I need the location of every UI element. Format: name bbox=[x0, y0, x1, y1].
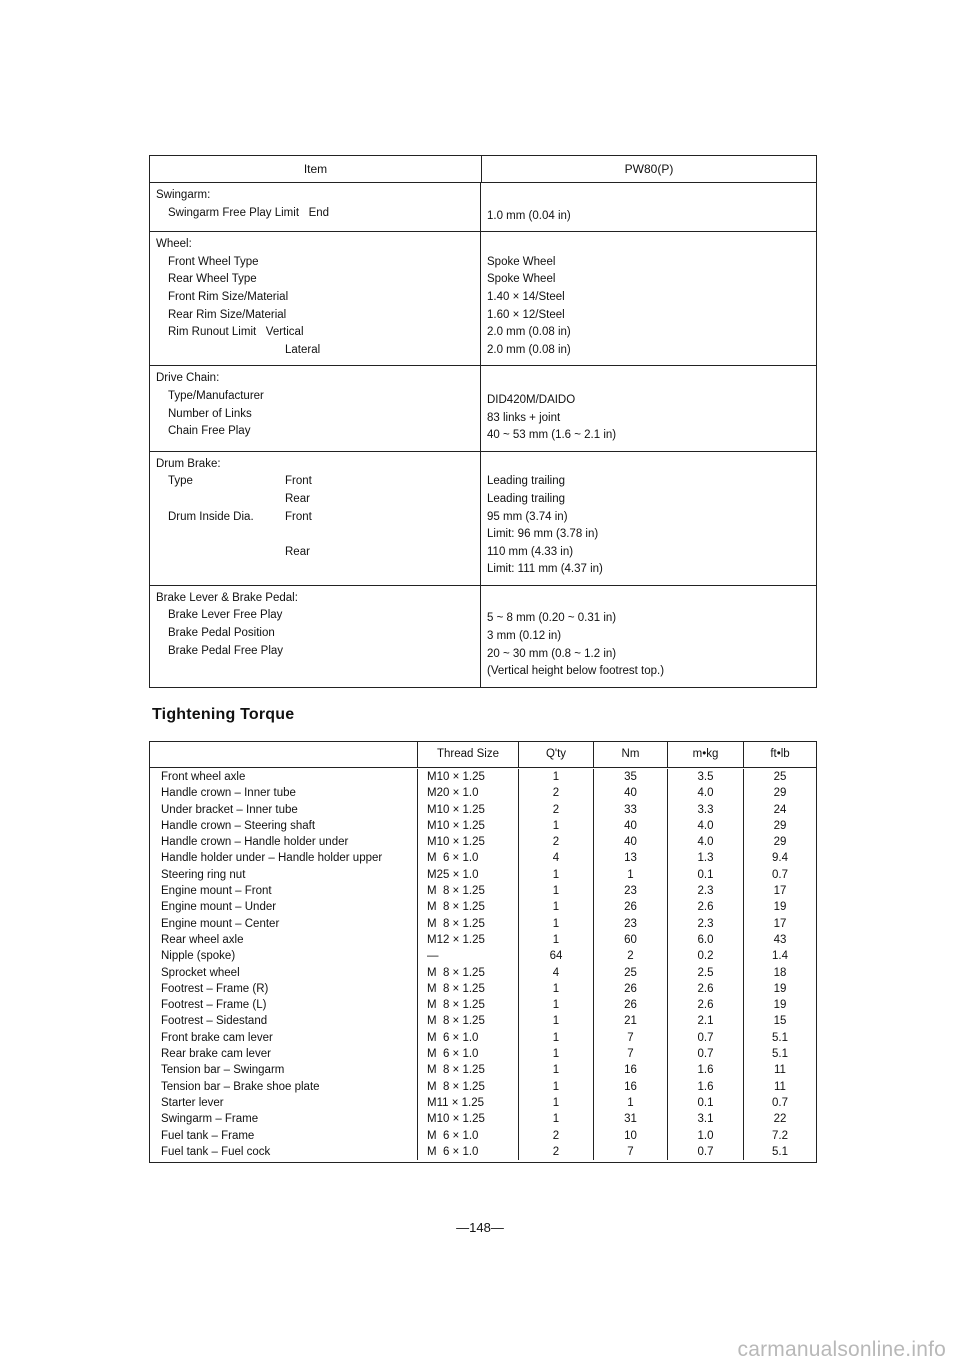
spec-label: Brake Pedal Free Play bbox=[168, 644, 284, 657]
torque-mkg-cell: 1.0 bbox=[668, 1128, 744, 1144]
table-row bbox=[150, 1030, 816, 1046]
torque-ftlb-cell: 0.7 bbox=[772, 868, 788, 881]
torque-nm-cell: 33 bbox=[594, 802, 668, 818]
spec-value: 1.40 × 14/Steel bbox=[487, 290, 565, 303]
torque-ftlb-cell: 5.1 bbox=[772, 1031, 788, 1044]
torque-mkg-cell: 4.0 bbox=[668, 785, 744, 801]
table-row bbox=[150, 818, 816, 834]
torque-ftlb-cell: 7.2 bbox=[772, 1129, 788, 1142]
quantity-cell: 1 bbox=[519, 997, 594, 1013]
quantity-cell: 4 bbox=[519, 965, 594, 981]
torque-mkg-cell: 0.1 bbox=[668, 1095, 744, 1111]
thread-size-cell: M 6 × 1.0 bbox=[418, 1128, 519, 1144]
torque-nm-cell: 35 bbox=[594, 769, 668, 785]
table-row bbox=[150, 769, 816, 785]
spec-label: Drum Inside Dia. Front bbox=[168, 510, 312, 523]
torque-ftlb-cell: 11 bbox=[774, 1064, 786, 1077]
section-drum-brake bbox=[150, 452, 816, 586]
torque-mkg-cell: 2.6 bbox=[668, 899, 744, 915]
thread-size-cell: M 6 × 1.0 bbox=[418, 850, 519, 866]
torque-item-cell: Footrest – Sidestand bbox=[150, 1013, 418, 1029]
table-row bbox=[150, 997, 816, 1013]
header-cell: ft•lb bbox=[770, 748, 790, 760]
section-wheel bbox=[150, 232, 816, 366]
spec-value: DID420M/DAIDO bbox=[487, 393, 576, 406]
table-row bbox=[150, 785, 816, 801]
spec-value: 95 mm (3.74 in) bbox=[487, 510, 568, 523]
torque-mkg-cell: 1.6 bbox=[668, 1079, 744, 1095]
quantity-cell: 2 bbox=[519, 1128, 594, 1144]
spec-limit: Limit: 111 mm (4.37 in) bbox=[487, 563, 603, 576]
quantity-cell: 1 bbox=[519, 1062, 594, 1078]
header-cell: Thread Size bbox=[418, 742, 519, 767]
torque-nm-cell: 7 bbox=[594, 1046, 668, 1062]
torque-nm-cell: 1 bbox=[594, 867, 668, 883]
torque-mkg-cell: 2.6 bbox=[668, 997, 744, 1013]
quantity-cell: 64 bbox=[519, 948, 594, 964]
header-item: Item bbox=[150, 156, 482, 182]
table-row bbox=[150, 932, 816, 948]
torque-nm-cell: 16 bbox=[594, 1079, 668, 1095]
table-row bbox=[150, 1079, 816, 1095]
torque-item-cell: Tension bar – Brake shoe plate bbox=[150, 1079, 418, 1095]
spec-label: Rear bbox=[285, 545, 310, 558]
torque-nm-cell: 13 bbox=[594, 850, 668, 866]
thread-size-cell: M10 × 1.25 bbox=[418, 769, 519, 785]
spec-value: Leading trailing bbox=[487, 492, 566, 505]
torque-ftlb-cell: 19 bbox=[773, 901, 787, 914]
spec-value: 110 mm (4.33 in) bbox=[487, 545, 574, 558]
watermark: carmanualsonline.info bbox=[737, 1338, 946, 1361]
header-cell: Q'ty bbox=[519, 742, 594, 767]
thread-size-cell: M 8 × 1.25 bbox=[418, 916, 519, 932]
torque-nm-cell: 7 bbox=[594, 1144, 668, 1160]
quantity-cell: 2 bbox=[519, 802, 594, 818]
table-row bbox=[150, 948, 816, 964]
torque-item-cell: Rear wheel axle bbox=[150, 932, 418, 948]
torque-item-cell: Nipple (spoke) bbox=[150, 948, 418, 964]
torque-ftlb-cell: 24 bbox=[773, 803, 787, 816]
quantity-cell: 1 bbox=[519, 1095, 594, 1111]
torque-mkg-cell: 4.0 bbox=[668, 818, 744, 834]
quantity-cell: 1 bbox=[519, 1013, 594, 1029]
spec-label: Brake Lever Free Play bbox=[168, 609, 283, 622]
quantity-cell: 1 bbox=[519, 1079, 594, 1095]
spec-label: Rear Rim Size/Material bbox=[168, 308, 287, 321]
quantity-cell: 1 bbox=[519, 1030, 594, 1046]
torque-mkg-cell: 4.0 bbox=[668, 834, 744, 850]
torque-mkg-cell: 2.6 bbox=[668, 981, 744, 997]
spec-label: Rear bbox=[285, 492, 310, 505]
thread-size-cell: M10 × 1.25 bbox=[418, 1111, 519, 1127]
thread-size-cell: M 8 × 1.25 bbox=[418, 1062, 519, 1078]
torque-mkg-cell: 3.5 bbox=[668, 769, 744, 785]
torque-nm-cell: 16 bbox=[594, 1062, 668, 1078]
thread-size-cell: M 8 × 1.25 bbox=[418, 997, 519, 1013]
torque-nm-cell: 2 bbox=[594, 948, 668, 964]
section-title: Wheel: bbox=[156, 238, 192, 251]
torque-item-cell: Rear brake cam lever bbox=[150, 1046, 418, 1062]
torque-nm-cell: 40 bbox=[594, 785, 668, 801]
table-row bbox=[150, 1013, 816, 1029]
thread-size-cell: M 6 × 1.0 bbox=[418, 1046, 519, 1062]
spec-label: Front Wheel Type bbox=[168, 255, 259, 268]
quantity-cell: 1 bbox=[519, 899, 594, 915]
thread-size-cell: M 8 × 1.25 bbox=[418, 883, 519, 899]
torque-mkg-cell: 0.7 bbox=[668, 1046, 744, 1062]
table-row bbox=[150, 883, 816, 899]
spec-label: Front Rim Size/Material bbox=[168, 290, 289, 303]
torque-ftlb-cell: 5.1 bbox=[772, 1145, 788, 1158]
torque-nm-cell: 7 bbox=[594, 1030, 668, 1046]
thread-size-cell: M25 × 1.0 bbox=[418, 867, 519, 883]
quantity-cell: 2 bbox=[519, 834, 594, 850]
torque-ftlb-cell: 15 bbox=[773, 1015, 787, 1028]
torque-ftlb-cell: 1.4 bbox=[772, 950, 788, 963]
quantity-cell: 1 bbox=[519, 769, 594, 785]
torque-nm-cell: 1 bbox=[594, 1095, 668, 1111]
spec-label: Lateral bbox=[285, 343, 321, 356]
thread-size-cell: M 6 × 1.0 bbox=[418, 1144, 519, 1160]
torque-ftlb-cell: 43 bbox=[773, 933, 787, 946]
torque-section-title: Tightening Torque bbox=[152, 706, 295, 723]
table-row bbox=[150, 850, 816, 866]
spec-value: Spoke Wheel bbox=[487, 273, 556, 286]
table-row bbox=[150, 981, 816, 997]
torque-mkg-cell: 0.7 bbox=[668, 1144, 744, 1160]
torque-ftlb-cell: 19 bbox=[773, 982, 787, 995]
torque-mkg-cell: 3.1 bbox=[668, 1111, 744, 1127]
section-title: Swingarm: bbox=[156, 189, 211, 201]
torque-ftlb-cell: 29 bbox=[773, 836, 787, 849]
spec-value: 20 ~ 30 mm (0.8 ~ 1.2 in) bbox=[487, 647, 617, 660]
torque-item-cell: Footrest – Frame (R) bbox=[150, 981, 418, 997]
torque-nm-cell: 60 bbox=[594, 932, 668, 948]
spec-value: 5 ~ 8 mm (0.20 ~ 0.31 in) bbox=[487, 612, 617, 625]
spec-label: Swingarm Free Play Limit End bbox=[168, 206, 330, 219]
spec-value: 83 links + joint bbox=[487, 411, 561, 424]
torque-ftlb-cell: 11 bbox=[774, 1080, 786, 1093]
quantity-cell: 2 bbox=[519, 785, 594, 801]
quantity-cell: 1 bbox=[519, 981, 594, 997]
torque-mkg-cell: 0.7 bbox=[668, 1030, 744, 1046]
torque-ftlb-cell: 29 bbox=[773, 819, 787, 832]
quantity-cell: 1 bbox=[519, 916, 594, 932]
table-row bbox=[150, 834, 816, 850]
torque-mkg-cell: 1.6 bbox=[668, 1062, 744, 1078]
torque-item-cell: Fuel tank – Frame bbox=[150, 1128, 418, 1144]
spec-table-header bbox=[150, 156, 816, 183]
quantity-cell: 1 bbox=[519, 818, 594, 834]
thread-size-cell: M12 × 1.25 bbox=[418, 932, 519, 948]
header-model: PW80(P) bbox=[624, 162, 674, 176]
quantity-cell: 1 bbox=[519, 1111, 594, 1127]
torque-mkg-cell: 2.3 bbox=[668, 916, 744, 932]
spec-label: Type/Manufacturer bbox=[168, 389, 264, 402]
torque-item-cell: Under bracket – Inner tube bbox=[150, 802, 418, 818]
spec-label: Brake Pedal Position bbox=[168, 627, 275, 640]
torque-ftlb-cell: 22 bbox=[773, 1113, 787, 1126]
section-brake-lever bbox=[150, 586, 816, 687]
spec-limit: Limit: 96 mm (3.78 in) bbox=[487, 528, 599, 541]
spec-label: Number of Links bbox=[168, 407, 252, 420]
table-row bbox=[150, 1128, 816, 1144]
thread-size-cell: M 8 × 1.25 bbox=[418, 981, 519, 997]
torque-table-body bbox=[150, 768, 816, 1162]
thread-size-cell: M20 × 1.0 bbox=[418, 785, 519, 801]
torque-nm-cell: 23 bbox=[594, 916, 668, 932]
torque-ftlb-cell: 9.4 bbox=[772, 852, 788, 865]
spec-value: 3 mm (0.12 in) bbox=[487, 630, 562, 643]
torque-ftlb-cell: 25 bbox=[773, 771, 787, 783]
torque-mkg-cell: 3.3 bbox=[668, 802, 744, 818]
torque-item-cell: Engine mount – Front bbox=[150, 883, 418, 899]
torque-nm-cell: 31 bbox=[594, 1111, 668, 1127]
torque-item-cell: Swingarm – Frame bbox=[150, 1111, 418, 1127]
thread-size-cell: M10 × 1.25 bbox=[418, 818, 519, 834]
torque-table bbox=[149, 741, 817, 1163]
quantity-cell: 2 bbox=[519, 1144, 594, 1160]
quantity-cell: 4 bbox=[519, 850, 594, 866]
spec-value: 1.0 mm (0.04 in) bbox=[487, 209, 571, 222]
torque-item-cell: Front brake cam lever bbox=[150, 1030, 418, 1046]
torque-item-cell: Handle holder under – Handle holder upper bbox=[150, 850, 418, 866]
torque-item-cell: Handle crown – Inner tube bbox=[150, 785, 418, 801]
section-swingarm bbox=[150, 183, 816, 232]
quantity-cell: 1 bbox=[519, 867, 594, 883]
header-cell: m•kg bbox=[668, 742, 744, 767]
header-cell bbox=[150, 742, 418, 767]
torque-nm-cell: 10 bbox=[594, 1128, 668, 1144]
torque-nm-cell: 26 bbox=[594, 997, 668, 1013]
torque-nm-cell: 26 bbox=[594, 899, 668, 915]
spec-value: 1.60 × 12/Steel bbox=[487, 308, 565, 321]
table-row bbox=[150, 899, 816, 915]
thread-size-cell: M 8 × 1.25 bbox=[418, 899, 519, 915]
quantity-cell: 1 bbox=[519, 1046, 594, 1062]
torque-mkg-cell: 0.2 bbox=[668, 948, 744, 964]
torque-item-cell: Footrest – Frame (L) bbox=[150, 997, 418, 1013]
torque-item-cell: Tension bar – Swingarm bbox=[150, 1062, 418, 1078]
section-title: Drive Chain: bbox=[156, 372, 220, 385]
table-row bbox=[150, 1062, 816, 1078]
table-row bbox=[150, 867, 816, 883]
torque-ftlb-cell: 17 bbox=[773, 917, 787, 930]
spec-value: Leading trailing bbox=[487, 475, 566, 488]
table-row bbox=[150, 1111, 816, 1127]
torque-nm-cell: 23 bbox=[594, 883, 668, 899]
torque-nm-cell: 40 bbox=[594, 834, 668, 850]
spec-label: Chain Free Play bbox=[168, 425, 251, 438]
thread-size-cell: M 6 × 1.0 bbox=[418, 1030, 519, 1046]
torque-table-header bbox=[150, 742, 816, 768]
spec-note: (Vertical height below footrest top.) bbox=[487, 665, 665, 678]
spec-value: 40 ~ 53 mm (1.6 ~ 2.1 in) bbox=[487, 429, 617, 442]
table-row bbox=[150, 802, 816, 818]
section-title: Brake Lever & Brake Pedal: bbox=[156, 591, 298, 604]
spec-value: 2.0 mm (0.08 in) bbox=[487, 326, 571, 339]
quantity-cell: 1 bbox=[519, 883, 594, 899]
torque-mkg-cell: 2.5 bbox=[668, 965, 744, 981]
torque-mkg-cell: 1.3 bbox=[668, 850, 744, 866]
spec-value: 2.0 mm (0.08 in) bbox=[487, 343, 571, 356]
thread-size-cell: M11 × 1.25 bbox=[418, 1095, 519, 1111]
section-title: Drum Brake: bbox=[156, 457, 221, 470]
table-row bbox=[150, 1046, 816, 1062]
thread-size-cell: M 8 × 1.25 bbox=[418, 1079, 519, 1095]
torque-mkg-cell: 6.0 bbox=[668, 932, 744, 948]
spec-label: Type Front bbox=[168, 475, 312, 488]
thread-size-cell: M 8 × 1.25 bbox=[418, 1013, 519, 1029]
torque-nm-cell: 40 bbox=[594, 818, 668, 834]
table-row bbox=[150, 1144, 816, 1160]
torque-item-cell: Starter lever bbox=[150, 1095, 418, 1111]
table-row bbox=[150, 965, 816, 981]
torque-item-cell: Engine mount – Under bbox=[150, 899, 418, 915]
torque-item-cell: Handle crown – Steering shaft bbox=[150, 818, 418, 834]
torque-item-cell: Fuel tank – Fuel cock bbox=[150, 1144, 418, 1160]
thread-size-cell: M10 × 1.25 bbox=[418, 834, 519, 850]
table-row bbox=[150, 916, 816, 932]
torque-item-cell: Handle crown – Handle holder under bbox=[150, 834, 418, 850]
specification-table bbox=[149, 155, 817, 688]
torque-ftlb-cell: 19 bbox=[773, 999, 787, 1012]
torque-item-cell: Steering ring nut bbox=[150, 867, 418, 883]
spec-label: Rim Runout Limit Vertical bbox=[168, 326, 304, 339]
torque-item-cell: Engine mount – Center bbox=[150, 916, 418, 932]
thread-size-cell: — bbox=[418, 948, 519, 964]
quantity-cell: 1 bbox=[519, 932, 594, 948]
torque-item-cell: Sprocket wheel bbox=[150, 965, 418, 981]
thread-size-cell: M10 × 1.25 bbox=[418, 802, 519, 818]
spec-value: Spoke Wheel bbox=[487, 255, 556, 268]
header-cell: Nm bbox=[594, 742, 668, 767]
table-row bbox=[150, 1095, 816, 1111]
section-drive-chain bbox=[150, 366, 816, 451]
torque-nm-cell: 25 bbox=[594, 965, 668, 981]
torque-ftlb-cell: 18 bbox=[773, 966, 787, 979]
torque-nm-cell: 26 bbox=[594, 981, 668, 997]
torque-ftlb-cell: 17 bbox=[773, 885, 787, 898]
torque-nm-cell: 21 bbox=[594, 1013, 668, 1029]
torque-item-cell: Front wheel axle bbox=[150, 769, 418, 785]
torque-ftlb-cell: 29 bbox=[773, 787, 787, 800]
torque-ftlb-cell: 5.1 bbox=[772, 1048, 788, 1061]
torque-ftlb-cell: 0.7 bbox=[772, 1096, 788, 1109]
spec-label: Rear Wheel Type bbox=[168, 273, 257, 286]
torque-mkg-cell: 2.3 bbox=[668, 883, 744, 899]
page-number: —148— bbox=[456, 1220, 504, 1235]
thread-size-cell: M 8 × 1.25 bbox=[418, 965, 519, 981]
torque-mkg-cell: 0.1 bbox=[668, 867, 744, 883]
torque-mkg-cell: 2.1 bbox=[668, 1013, 744, 1029]
